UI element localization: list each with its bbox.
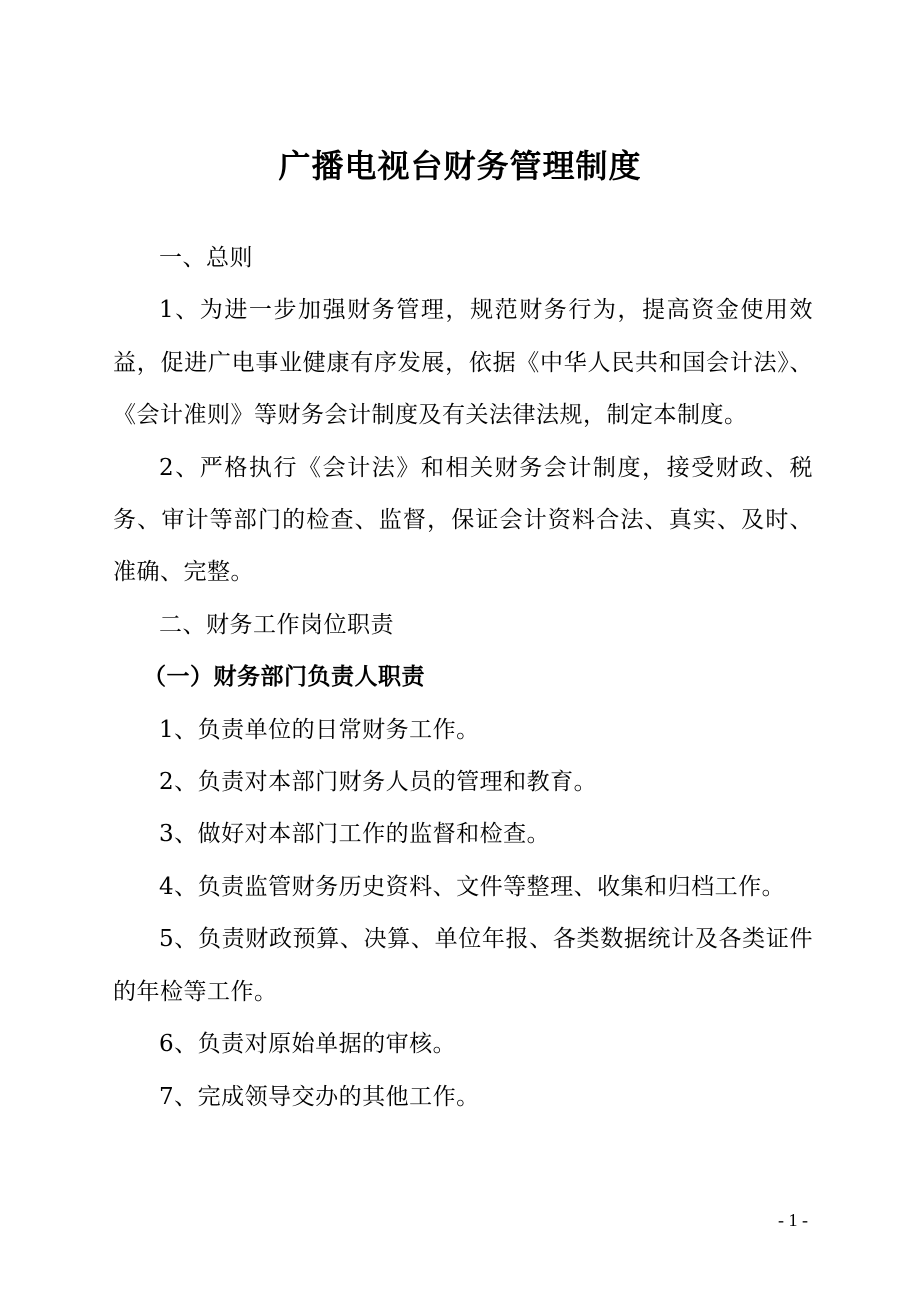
duty-item-5: 5、负责财政预算、决算、单位年报、各类数据统计及各类证件的年检等工作。 [113, 926, 813, 1005]
duty-item-2: 2、负责对本部门财务人员的管理和教育。 [159, 769, 598, 796]
duty-item-4: 4、负责监管财务历史资料、文件等整理、收集和归档工作。 [159, 873, 786, 900]
paragraph-general-1: 1、为进一步加强财务管理，规范财务行为，提高资金使用效益，促进广电事业健康有序发展，依据《中华人民共和国会计法》、《会计准则》等财务会计制度及有关法律法规，制定本制度。 [113, 297, 813, 429]
document-title: 广播电视台财务管理制度 [278, 147, 642, 185]
duty-item-6: 6、负责对原始单据的审核。 [159, 1031, 457, 1058]
duty-item-3: 3、做好对本部门工作的监督和检查。 [159, 821, 551, 848]
duty-item-1: 1、负责单位的日常财务工作。 [159, 716, 480, 743]
subsection-heading-dept-head: （一）财务部门负责人职责 [143, 664, 425, 691]
paragraph-general-2: 2、严格执行《会计法》和相关财务会计制度，接受财政、税务、审计等部门的检查、监督，保证会计资料合法、真实、及时、准确、完整。 [113, 454, 813, 586]
duty-item-7: 7、完成领导交办的其他工作。 [159, 1083, 480, 1110]
page-number: - 1 - [778, 1210, 808, 1230]
section-heading-general: 一、总则 [159, 245, 253, 271]
document-body [113, 232, 813, 1123]
section-heading-duties: 二、财务工作岗位职责 [159, 611, 394, 638]
